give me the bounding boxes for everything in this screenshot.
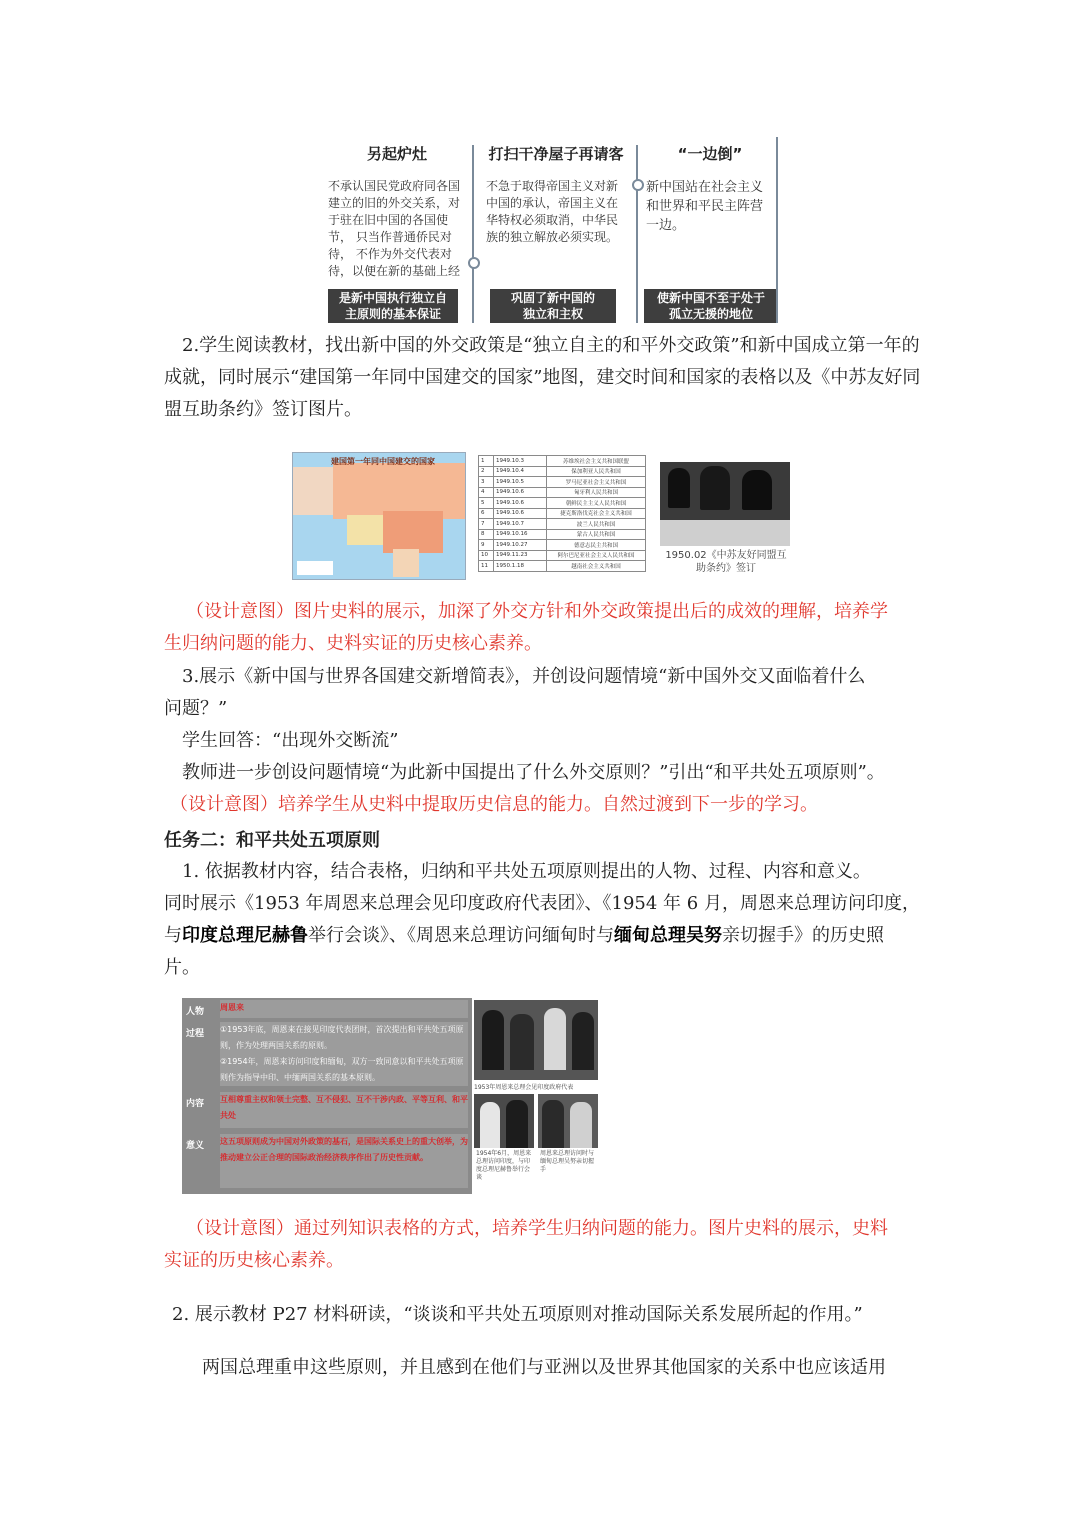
label-process: 过程 — [186, 1029, 205, 1039]
photo-figure — [742, 470, 772, 510]
row-country: 阿尔巴尼亚社会主义人民共和国 — [547, 550, 646, 561]
table-row — [479, 550, 646, 561]
row-country: 保加利亚人民共和国 — [547, 466, 646, 477]
paragraph-p27: 2. 展示教材 P27 材料研读，“谈谈和平共处五项原则对推动国际关系发展所起的作用。” — [172, 1304, 863, 1325]
photo-figure — [482, 1010, 504, 1070]
row-number: 3 — [479, 477, 494, 488]
china-diplomacy-map — [292, 452, 466, 580]
policy-footer-3: 使新中国不至于处于 孤立无援的地位 — [644, 289, 778, 323]
paragraph-3: 3.展示《新中国与世界各国建交新增简表》，并创设问题情境“新中国外交又面临着什么 问题？” 学生回答：“出现外交断流” 教师进一步创设问题情境“为此新中国提出了什么外交原则？”引出“和平共处五项原则”。 （设计意图）培养学生从史料中提取历史信息的能力。自然过渡到下一步的学习。 — [164, 661, 924, 821]
photo-caption-bottom-right: 周恩来总理访问时与缅甸总理吴努亲切握手 — [540, 1150, 595, 1173]
row-number: 9 — [479, 540, 494, 551]
row-number: 7 — [479, 519, 494, 530]
row-country: 越南社会主义共和国 — [547, 561, 646, 572]
row-country: 罗马尼亚社会主义共和国 — [547, 477, 646, 488]
cell-content: 互相尊重主权和领土完整、互不侵犯、互不干涉内政、平等互利、和平共处 — [220, 1092, 468, 1128]
label-meaning: 意义 — [186, 1141, 205, 1151]
table-row — [479, 561, 646, 572]
table-row — [479, 519, 646, 530]
cell-meaning: 这五项原则成为中国对外政策的基石，是国际关系史上的重大创举，为推动建立公正合理的国际政治经济秩序作出了历史性贡献。 — [220, 1134, 468, 1188]
row-date: 1949.11.23 — [494, 550, 547, 561]
row-date: 1949.10.5 — [494, 477, 547, 488]
row-number: 5 — [479, 498, 494, 509]
row-number: 2 — [479, 466, 494, 477]
row-country: 匈牙利人民共和国 — [547, 487, 646, 498]
photo-figure — [506, 1100, 528, 1148]
photo-table — [660, 520, 790, 546]
row-number: 6 — [479, 508, 494, 519]
row-country: 波兰人民共和国 — [547, 519, 646, 530]
photo-figure — [510, 1014, 534, 1070]
photo-1953-india-delegation — [474, 1000, 598, 1080]
policy-title-3: “一边倒” — [677, 145, 743, 163]
timeline-line-2 — [636, 145, 638, 323]
u-nu-name: 缅甸总理吴努 — [614, 925, 722, 946]
nehru-name: 印度总理尼赫鲁 — [182, 925, 308, 946]
table-row — [479, 487, 646, 498]
policy-text-3: 新中国站在社会主义和世界和平民主阵营一边。 — [646, 180, 764, 233]
row-country: 苏维埃社会主义共和国联盟 — [547, 456, 646, 467]
paragraph-2: 2.学生阅读教材，找出新中国的外交政策是“独立自主的和平外交政策”和新中国成立第一年的成就，同时展示“建国第一年同中国建交的国家”地图，建交时间和国家的表格以及《中苏友好同盟互助条约》签订图片。 — [164, 335, 921, 420]
policy-column-1 — [322, 137, 472, 323]
map-land-seasia — [393, 549, 419, 577]
photo-figure — [570, 1102, 592, 1148]
table-row — [479, 498, 646, 509]
photo-figure — [700, 466, 730, 510]
photo-1954-nehru-talks — [474, 1094, 534, 1148]
timeline-line-1 — [472, 145, 474, 323]
policy-title-2: 打扫干净屋子再请客 — [488, 145, 624, 163]
row-date: 1949.10.7 — [494, 519, 547, 530]
row-country: 朝鲜民主主义人民共和国 — [547, 498, 646, 509]
teacher-question: 教师进一步创设问题情境“为此新中国提出了什么外交原则？”引出“和平共处五项原则”。 — [182, 762, 885, 783]
student-answer: 学生回答：“出现外交断流” — [182, 730, 399, 751]
row-country: 蒙古人民共和国 — [547, 529, 646, 540]
table-row — [479, 456, 646, 467]
photo-burma-handshake — [538, 1094, 598, 1148]
task2-paragraph-1: 1. 依据教材内容，结合表格，归纳和平共处五项原则提出的人物、过程、内容和意义。 同时展示《1953 年周恩来总理会见印度政府代表团》、《1954 年 6 月，周恩来总理访问印度， 与印度总理尼赫鲁举行会谈》、《周恩来总理访问缅甸时与缅甸总理吴努亲切握手》的历史照 片。 — [164, 861, 920, 978]
design-intent-2: （设计意图）培养学生从史料中提取历史信息的能力。自然过渡到下一步的学习。 — [170, 794, 818, 815]
policy-column-2 — [478, 137, 634, 323]
photo-figure — [544, 1008, 566, 1070]
photo-figure — [542, 1100, 564, 1148]
row-date: 1949.10.3 — [494, 456, 547, 467]
policy-footer-2: 巩固了新中国的 独立和主权 — [490, 289, 616, 323]
timeline-line-3 — [776, 137, 778, 323]
map-land-westasia — [347, 515, 383, 545]
row-number: 4 — [479, 487, 494, 498]
row-number: 1 — [479, 456, 494, 467]
row-date: 1949.10.16 — [494, 529, 547, 540]
table-row — [479, 508, 646, 519]
cell-process: ①1953年底，周恩来在接见印度代表团时，首次提出和平共处五项原则，作为处理两国关系的原则。 ②1954年，周恩来访问印度和缅甸，双方一致同意以和平共处五项原则作为指导中印、中缅两国关系的基本原则。 — [220, 1022, 468, 1086]
row-number: 11 — [479, 561, 494, 572]
photo-caption-bottom-left: 1954年6月，周恩来总理访问印度，与印度总理尼赫鲁举行会谈 — [476, 1150, 532, 1181]
policy-footer-1: 是新中国执行独立自 主原则的基本保证 — [328, 289, 458, 323]
treaty-signing-photo — [660, 462, 790, 546]
map-land-china — [383, 511, 443, 553]
row-country: 捷克斯洛伐克社会主义共和国 — [547, 508, 646, 519]
policy-column-3 — [642, 137, 778, 323]
policy-title-1: 另起炉灶 — [366, 145, 427, 163]
label-person: 人物 — [186, 1007, 205, 1017]
table-row — [479, 466, 646, 477]
policy-graphic — [322, 137, 778, 323]
row-date: 1949.10.6 — [494, 487, 547, 498]
photo-figure — [572, 1012, 594, 1070]
table-row — [479, 540, 646, 551]
row-number: 8 — [479, 529, 494, 540]
row-date: 1949.10.27 — [494, 540, 547, 551]
row-number: 10 — [479, 550, 494, 561]
map-title: 建国第一年同中国建交的国家 — [331, 457, 435, 466]
five-principles-table — [182, 998, 472, 1194]
paragraph-last: 两国总理重申这些原则，并且感到在他们与亚洲以及世界其他国家的关系中也应该适用 — [202, 1357, 886, 1378]
map-legend-box — [297, 561, 333, 575]
treaty-caption: 1950.02《中苏友好同盟互 助条约》签订 — [665, 550, 787, 574]
row-date: 1950.1.18 — [494, 561, 547, 572]
policy-text-1: 不承认国民党政府同各国建立的旧的外交关系，对于驻在旧中国的各国使节， 只当作普通侨民对待， 不作为外交代表对待，以便在新的基础上经 — [328, 179, 461, 278]
cell-person: 周恩来 — [220, 1000, 468, 1018]
design-intent-3: （设计意图）通过列知识表格的方式，培养学生归纳问题的能力。图片史料的展示，史料 实证的历史核心素养。 — [164, 1218, 888, 1271]
photo-figure — [480, 1102, 500, 1148]
row-country: 德意志民主共和国 — [547, 540, 646, 551]
row-date: 1949.10.6 — [494, 508, 547, 519]
row-date: 1949.10.4 — [494, 466, 547, 477]
photo-figure — [668, 468, 690, 508]
photo-caption-top: 1953年周恩来总理会见印度政府代表 — [474, 1084, 574, 1091]
table-row — [479, 477, 646, 488]
table-row — [479, 529, 646, 540]
design-intent-1: （设计意图）图片史料的展示，加深了外交方针和外交政策提出后的成效的理解，培养学 生归纳问题的能力、史料实证的历史核心素养。 — [164, 601, 888, 654]
policy-text-2: 不急于取得帝国主义对新中国的承认，帝国主义在华特权必须取消，中华民族的独立解放必须实现。 — [486, 179, 619, 244]
task2-heading: 任务二：和平共处五项原则 — [164, 830, 380, 851]
row-date: 1949.10.6 — [494, 498, 547, 509]
label-content: 内容 — [186, 1099, 205, 1109]
diplomatic-relations-table — [478, 455, 646, 572]
